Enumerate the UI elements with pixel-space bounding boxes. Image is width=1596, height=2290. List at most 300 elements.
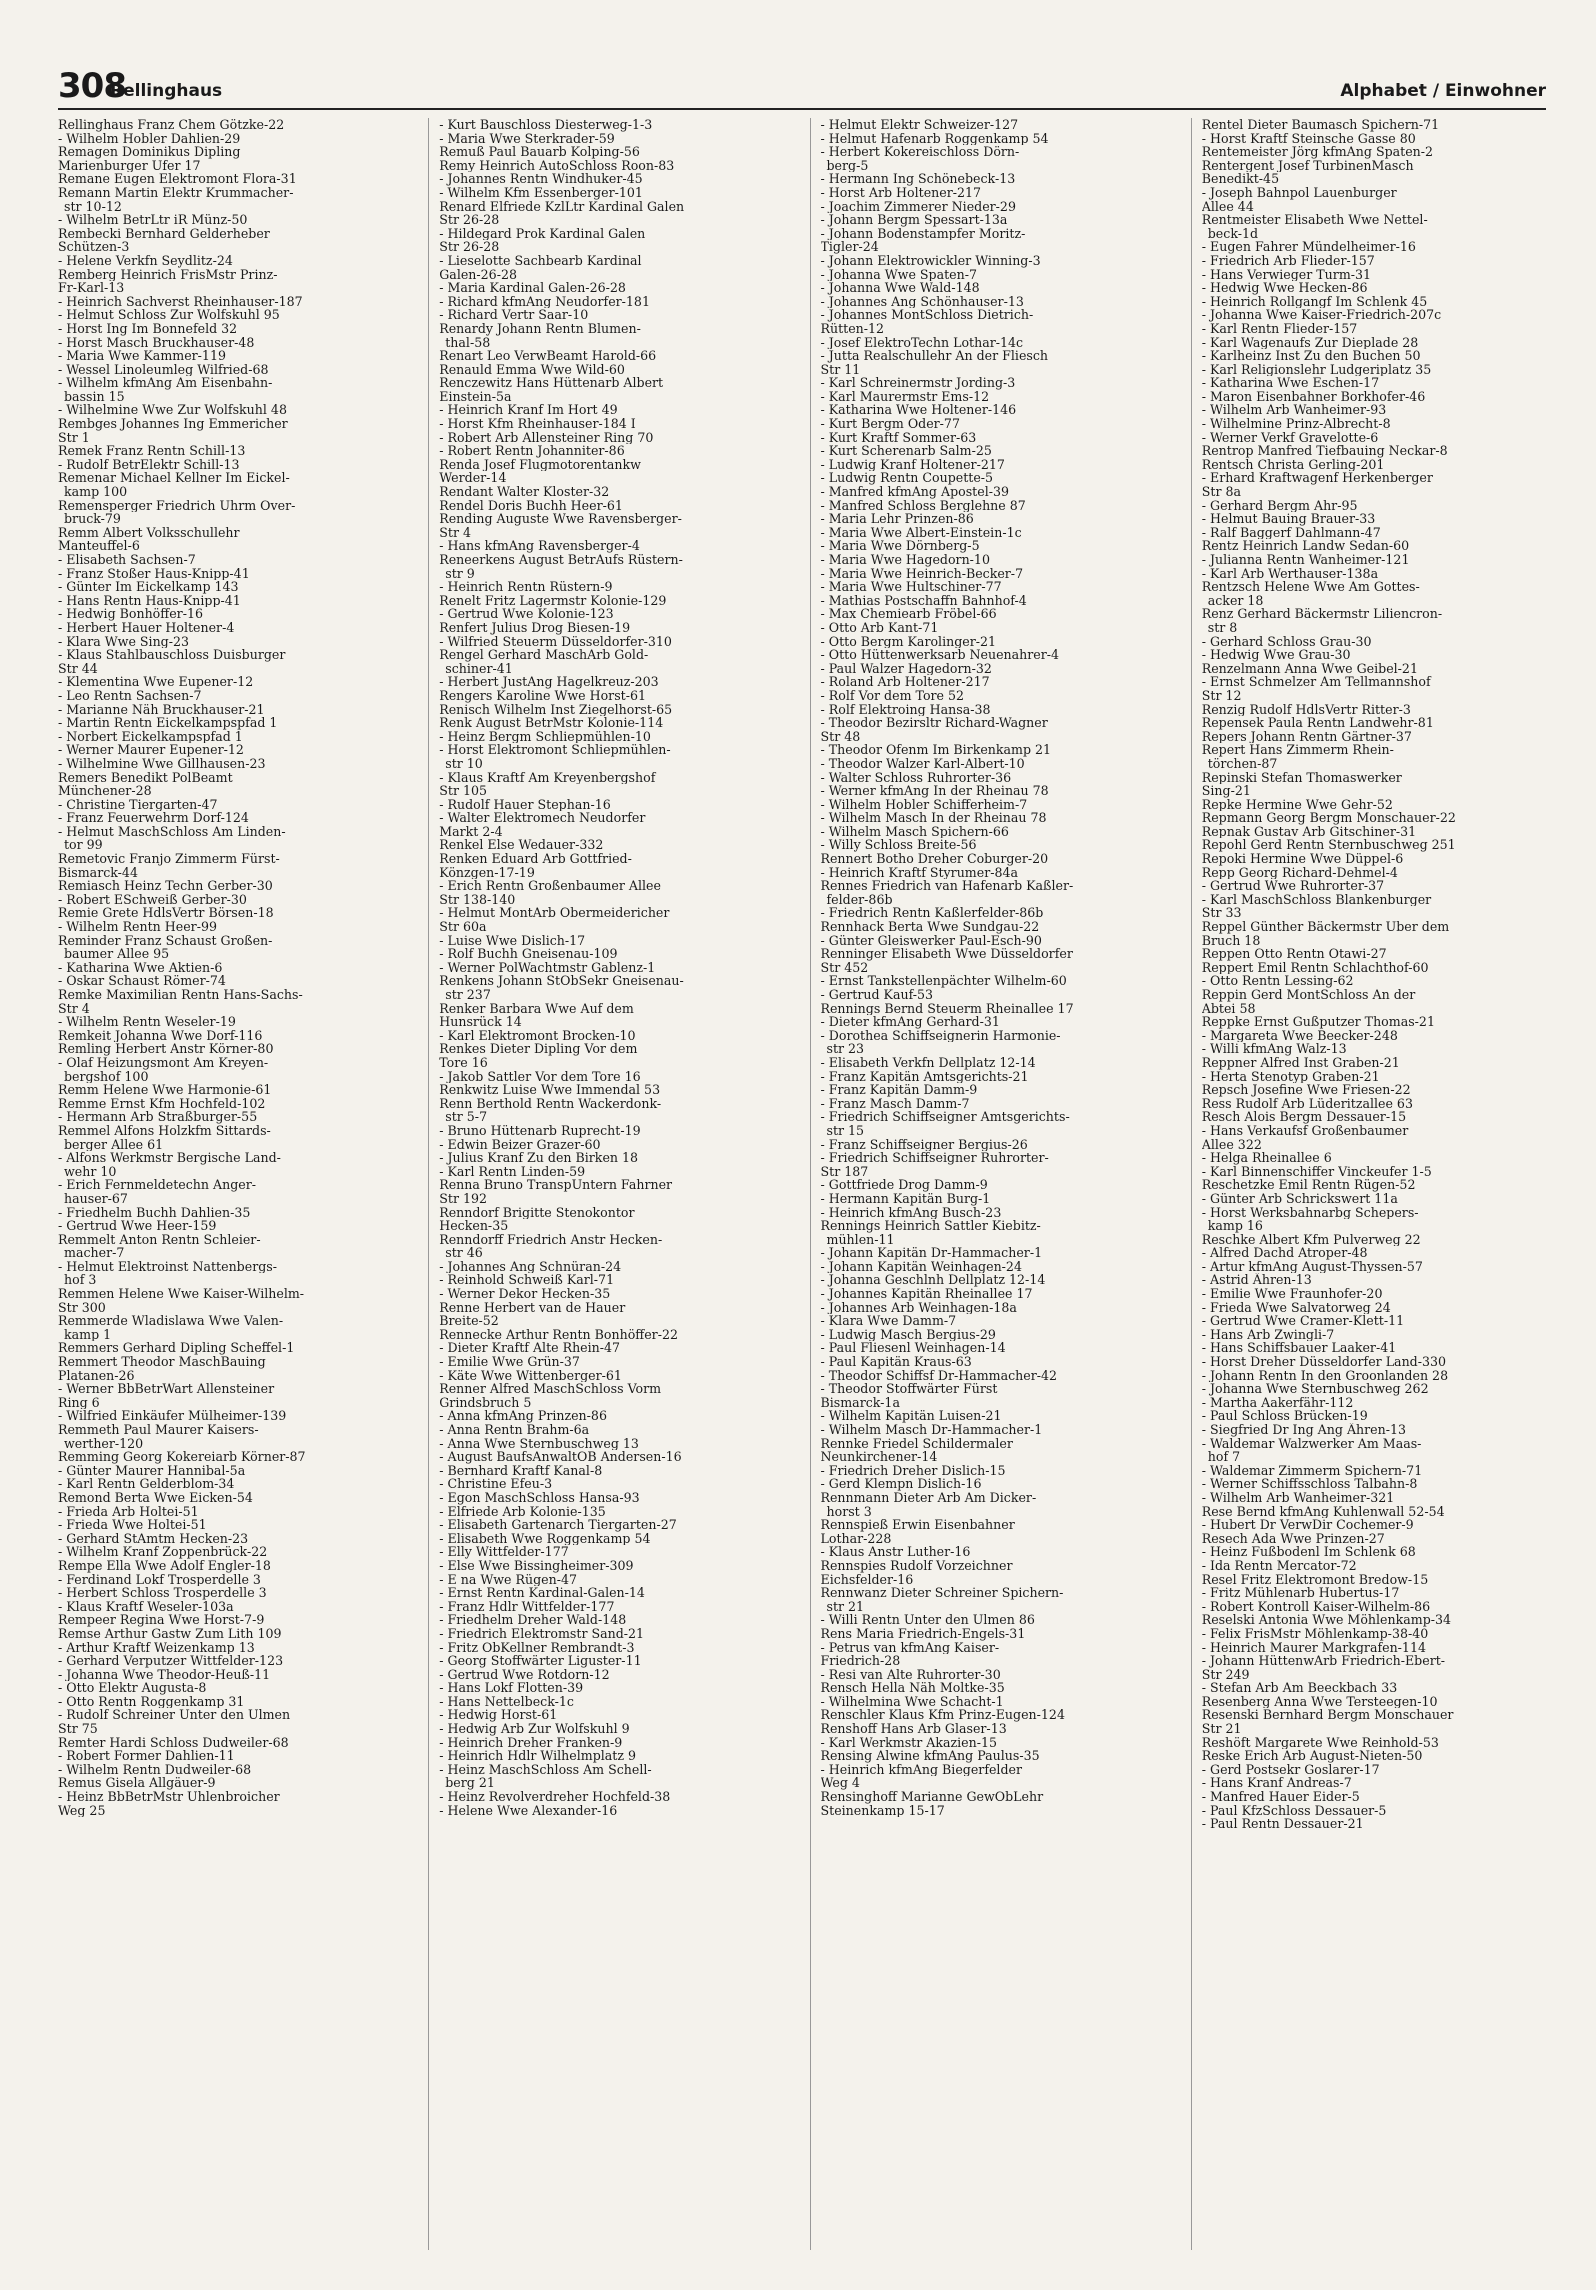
directory-entry: Resel Fritz Elektromont Bredow-15 xyxy=(1201,1572,1429,1587)
directory-entry: Münchener-28 xyxy=(58,784,152,798)
directory-column-4 xyxy=(1191,118,1558,2250)
directory-entry: - Richard Vertr Saar-10 xyxy=(439,308,589,322)
directory-entry: - Hedwig Wwe Hecken-86 xyxy=(1201,281,1368,295)
directory-entry: Breite-52 xyxy=(439,1314,499,1328)
directory-entry: Renndorff Friedrich Anstr Hecken- xyxy=(439,1232,663,1247)
directory-entry: berger Allee 61 xyxy=(64,1137,164,1152)
directory-entry: - Theodor Stoffwärter Fürst xyxy=(820,1382,998,1396)
directory-entry: Str 11 xyxy=(820,362,861,377)
directory-entry: - Johanna Wwe Sternbuschweg 262 xyxy=(1201,1382,1429,1396)
directory-entry: Rendel Doris Buchh Heer-61 xyxy=(439,498,623,513)
directory-entry: - Hans Schiffsbauer Laaker-41 xyxy=(1201,1341,1397,1356)
directory-entry: Renard Elfriede KzlLtr Kardinal Galen xyxy=(439,199,685,214)
directory-entry: Renzig Rudolf HdlsVertr Ritter-3 xyxy=(1201,702,1411,717)
directory-entry: Repmann Georg Bergm Monschauer-22 xyxy=(1201,811,1456,825)
directory-entry: Rennings Bernd Steuerm Rheinallee 17 xyxy=(820,1001,1074,1016)
directory-entry: Reppert Emil Rentn Schlachthof-60 xyxy=(1201,960,1429,975)
directory-entry: - Wilhelmine Prinz-Albrecht-8 xyxy=(1201,417,1391,431)
directory-entry: - Wilfried Steuerm Düsseldorfer-310 xyxy=(439,634,672,649)
directory-entry: Bismarck-44 xyxy=(58,865,138,880)
directory-entry: thal-58 xyxy=(445,335,491,350)
directory-entry: - Helene Verkfn Seydlitz-24 xyxy=(58,253,233,268)
directory-entry: - Otto Bergm Karolinger-21 xyxy=(820,634,997,649)
directory-entry: - Martha Aakerfähr-112 xyxy=(1201,1395,1354,1410)
directory-entry: Str 60a xyxy=(439,920,487,934)
directory-entry: Reneerkens August BetrAufs Rüstern- xyxy=(439,553,683,567)
directory-entry: - Gertrud Wwe Rotdorn-12 xyxy=(439,1667,610,1682)
directory-entry: - Klaus Stahlbauschloss Duisburger xyxy=(58,648,286,662)
directory-entry: - Manfred kfmAng Apostel-39 xyxy=(820,485,1010,499)
directory-entry: - Olaf Heizungsmont Am Kreyen- xyxy=(58,1055,269,1070)
directory-entry: Rentmeister Elisabeth Wwe Nettel- xyxy=(1201,213,1428,227)
directory-entry: Reppner Alfred Inst Graben-21 xyxy=(1201,1055,1400,1070)
directory-entry: - Rolf Vor dem Tore 52 xyxy=(820,688,965,703)
directory-entry: - Elfriede Arb Kolonie-135 xyxy=(439,1504,606,1519)
directory-entry: - Margareta Wwe Beecker-248 xyxy=(1201,1028,1398,1043)
directory-entry: - Friedrich Arb Flieder-157 xyxy=(1201,253,1375,268)
directory-entry: - Wilhelmine Wwe Zur Wolfskuhl 48 xyxy=(58,403,287,418)
directory-entry: - Johann HüttenwArb Friedrich-Ebert- xyxy=(1201,1654,1446,1668)
directory-entry: - Robert Kontroll Kaiser-Wilhelm-86 xyxy=(1201,1599,1431,1614)
directory-entry: - Dieter Kraftf Alte Rhein-47 xyxy=(439,1341,621,1356)
directory-entry: - Johanna Wwe Spaten-7 xyxy=(820,267,978,282)
directory-entry: Neunkirchener-14 xyxy=(820,1450,938,1464)
directory-entry: - Heinrich Kranf Im Hort 49 xyxy=(439,403,618,418)
directory-entry: Bruch 18 xyxy=(1201,933,1261,948)
directory-entry: - Johann Elektrowickler Winning-3 xyxy=(820,253,1041,268)
directory-entry: - Friedrich Schiffseigner Ruhrorter- xyxy=(820,1151,1049,1165)
directory-entry: - Friedhelm Dreher Wald-148 xyxy=(439,1613,627,1627)
directory-entry: - Hedwig Bonhöffer-16 xyxy=(58,607,203,621)
directory-entry: Renart Leo VerwBeamt Harold-66 xyxy=(439,349,657,363)
directory-entry: - Helmut Hafenarb Roggenkamp 54 xyxy=(820,131,1049,146)
directory-entry: - Fritz Mühlenarb Hubertus-17 xyxy=(1201,1586,1400,1600)
directory-entry: - Johannes Ang Schönhauser-13 xyxy=(820,294,1024,309)
page-section-title: Rellinghaus xyxy=(110,81,223,101)
directory-entry: Rennecke Arthur Rentn Bonhöffer-22 xyxy=(439,1327,678,1342)
directory-entry: - Paul Walzer Hagedorn-32 xyxy=(820,661,992,676)
directory-entry: - Erich Rentn Großenbaumer Allee xyxy=(439,879,661,893)
directory-entry: - Ferdinand Lokf Trosperdelle 3 xyxy=(58,1572,261,1587)
directory-entry: Renk August BetrMstr Kolonie-114 xyxy=(439,716,664,730)
directory-entry: kamp 16 xyxy=(1207,1219,1263,1233)
directory-entry: - Gerhard Bergm Ahr-95 xyxy=(1201,498,1358,513)
directory-entry: - Maron Eisenbahner Borkhofer-46 xyxy=(1201,389,1426,404)
directory-entry: - Ralf Baggerf Dahlmann-47 xyxy=(1201,525,1381,540)
directory-entry: - Robert Arb Allensteiner Ring 70 xyxy=(439,430,654,445)
directory-entry: - Johann Rentn In den Groonlanden 28 xyxy=(1201,1368,1449,1383)
directory-entry: Rennes Friedrich van Hafenarb Kaßler- xyxy=(820,879,1074,893)
directory-entry: - Rolf Buchh Gneisenau-109 xyxy=(439,947,618,961)
directory-entry: - Karl Schreinermstr Jording-3 xyxy=(820,376,1016,390)
directory-entry: - Jutta Realschullehr An der Fliesch xyxy=(820,349,1049,363)
directory-entry: - Wilhelm Arb Wanheimer-321 xyxy=(1201,1490,1395,1505)
directory-entry: - Ernst Rentn Kardinal-Galen-14 xyxy=(439,1586,645,1600)
directory-entry: - Wilhelm Rentn Weseler-19 xyxy=(58,1015,236,1029)
directory-entry: - Klaus Kraftf Am Kreyenbergshof xyxy=(439,770,656,785)
directory-entry: - Ida Rentn Mercator-72 xyxy=(1201,1558,1357,1573)
directory-entry: Rembges Johannes Ing Emmericher xyxy=(58,417,288,431)
directory-entry: Str 12 xyxy=(1201,688,1242,703)
directory-entry: Str 33 xyxy=(1201,906,1242,921)
directory-entry: - Martin Rentn Eickelkampspfad 1 xyxy=(58,716,278,730)
directory-entry: Reppin Gerd MontSchloss An der xyxy=(1201,988,1416,1002)
directory-entry: Renschler Klaus Kfm Prinz-Eugen-124 xyxy=(820,1708,1065,1723)
directory-entry: Repke Hermine Wwe Gehr-52 xyxy=(1201,797,1393,812)
directory-entry: Str 44 xyxy=(58,661,98,676)
directory-entry: - Helmut Elektroinst Nattenbergs- xyxy=(58,1259,278,1274)
directory-entry: - Paul Fliesenl Weinhagen-14 xyxy=(820,1341,1006,1356)
directory-entry: - Helmut Bauing Brauer-33 xyxy=(1201,512,1376,526)
directory-entry: Lothar-228 xyxy=(820,1531,892,1546)
directory-entry: - Lieselotte Sachbearb Kardinal xyxy=(439,253,642,268)
directory-entry: - Karl Maurermstr Ems-12 xyxy=(820,389,990,404)
directory-entry: Rengers Karoline Wwe Horst-61 xyxy=(439,688,647,703)
directory-entry: - Johanna Wwe Wald-148 xyxy=(820,281,980,295)
directory-entry: - Joachim Zimmerer Nieder-29 xyxy=(820,199,1016,214)
directory-entry: - Franz Feuerwehrm Dorf-124 xyxy=(58,811,249,825)
directory-entry: Remmerde Wladislawa Wwe Valen- xyxy=(58,1314,284,1328)
directory-entry: Remke Maximilian Rentn Hans-Sachs- xyxy=(58,988,303,1002)
directory-entry: - Klementina Wwe Eupener-12 xyxy=(58,675,254,689)
directory-entry: - Horst Arb Holtener-217 xyxy=(820,185,982,200)
directory-entry: Rennwanz Dieter Schreiner Spichern- xyxy=(820,1586,1064,1600)
directory-entry: - Kurt Kraftf Sommer-63 xyxy=(820,430,977,445)
directory-entry: - Franz Masch Damm-7 xyxy=(820,1096,970,1111)
directory-entry: Remmert Theodor MaschBauing xyxy=(58,1355,266,1369)
directory-column-3 xyxy=(810,118,1177,2250)
directory-entry: Rentzsch Helene Wwe Am Gottes- xyxy=(1201,580,1420,594)
directory-entry: - Karl MaschSchloss Blankenburger xyxy=(1201,892,1432,907)
directory-entry: Remus Gisela Allgäuer-9 xyxy=(58,1776,216,1791)
directory-entry: Remberg Heinrich FrisMstr Prinz- xyxy=(58,267,278,282)
directory-entry: Repert Hans Zimmerm Rhein- xyxy=(1201,743,1394,757)
directory-entry: baumer Allee 95 xyxy=(64,947,170,961)
directory-entry: Remmel Alfons Holzkfm Sittards- xyxy=(58,1123,271,1138)
directory-entry: - Willi Rentn Unter den Ulmen 86 xyxy=(820,1613,1035,1627)
directory-entry: Rensch Hella Näh Moltke-35 xyxy=(820,1681,1005,1695)
directory-entry: - Walter Elektromech Neudorfer xyxy=(439,811,646,825)
directory-entry: Repoki Hermine Wwe Düppel-6 xyxy=(1201,852,1404,866)
directory-entry: Rentrop Manfred Tiefbauing Neckar-8 xyxy=(1201,444,1448,458)
directory-entry: Reminder Franz Schaust Großen- xyxy=(58,933,273,948)
directory-entry: Str 48 xyxy=(820,729,861,744)
directory-entry: Remmen Helene Wwe Kaiser-Wilhelm- xyxy=(58,1287,305,1301)
directory-entry: Tore 16 xyxy=(439,1055,488,1070)
directory-entry: Remane Eugen Elektromont Flora-31 xyxy=(58,172,297,186)
directory-entry: kamp 1 xyxy=(64,1327,112,1342)
directory-entry: Renker Barbara Wwe Auf dem xyxy=(439,1001,634,1016)
directory-entry: - Johannes MontSchloss Dietrich- xyxy=(820,308,1034,322)
directory-entry: Hecken-35 xyxy=(439,1219,509,1233)
directory-entry: - Helmut Elektr Schweizer-127 xyxy=(820,118,1019,132)
directory-entry: - Erich Fernmeldetechn Anger- xyxy=(58,1178,257,1192)
directory-entry: Remming Georg Kokereiarb Körner-87 xyxy=(58,1450,306,1464)
directory-entry: - Gerd Postsekr Goslarer-17 xyxy=(1201,1762,1380,1777)
directory-entry: Repnak Gustav Arb Gitschiner-31 xyxy=(1201,824,1417,839)
directory-entry: Reske Erich Arb August-Nieten-50 xyxy=(1201,1749,1423,1763)
directory-entry: - Alfons Werkmstr Bergische Land- xyxy=(58,1151,281,1165)
directory-entry: Remann Martin Elektr Krummacher- xyxy=(58,185,294,200)
directory-entry: - Julianna Rentn Wanheimer-121 xyxy=(1201,553,1410,567)
directory-entry: - Hermann Kapitän Burg-1 xyxy=(820,1191,991,1206)
directory-entry: - Hermann Arb Straßburger-55 xyxy=(58,1110,258,1124)
directory-entry: - Horst Kraftf Steinsche Gasse 80 xyxy=(1201,131,1416,146)
directory-entry: - Dorothea Schiffseignerin Harmonie- xyxy=(820,1028,1061,1043)
directory-entry: Rensing Alwine kfmAng Paulus-35 xyxy=(820,1749,1040,1763)
directory-entry: - Heinz Fußbodenl Im Schlenk 68 xyxy=(1201,1545,1416,1559)
directory-entry: - Heinrich Sachverst Rheinhauser-187 xyxy=(58,294,303,309)
directory-entry: Rütten-12 xyxy=(820,321,885,336)
directory-entry: - Mathias Postschaffn Bahnhof-4 xyxy=(820,593,1027,608)
directory-entry: - Friedrich Elektromstr Sand-21 xyxy=(439,1626,645,1641)
directory-entry: - Robert Rentn Johanniter-86 xyxy=(439,444,625,458)
directory-entry: - Hedwig Arb Zur Wolfskuhl 9 xyxy=(439,1722,630,1736)
directory-entry: - Karl Binnenschiffer Vinckeufer 1-5 xyxy=(1201,1164,1432,1179)
directory-entry: - Edwin Beizer Grazer-60 xyxy=(439,1137,601,1152)
directory-entry: Rennhack Berta Wwe Sundgau-22 xyxy=(820,920,1040,934)
directory-entry: - Johanna Geschlnh Dellplatz 12-14 xyxy=(820,1273,1046,1288)
directory-entry: - Marianne Näh Bruckhauser-21 xyxy=(58,702,265,717)
directory-entry: - Karl Wagenaufs Zur Dieplade 28 xyxy=(1201,335,1419,350)
directory-entry: - Elisabeth Gartenarch Tiergarten-27 xyxy=(439,1518,677,1532)
directory-entry: - Rudolf BetrElektr Schill-13 xyxy=(58,457,240,472)
directory-entry: Remenar Michael Kellner Im Eickel- xyxy=(58,471,290,486)
directory-entry: Platanen-26 xyxy=(58,1368,135,1383)
directory-entry: - Rudolf Hauer Stephan-16 xyxy=(439,797,611,812)
directory-entry: Renkens Johann StObSekr Gneisenau- xyxy=(439,974,684,988)
directory-entry: Remers Benedikt PolBeamt xyxy=(58,770,233,785)
directory-entry: - Wilhelm Rentn Dudweiler-68 xyxy=(58,1762,252,1777)
directory-entry: Eichsfelder-16 xyxy=(820,1572,914,1587)
directory-entry: - Felix FrisMstr Möhlenkamp-38-40 xyxy=(1201,1626,1429,1641)
directory-entry: - Christine Tiergarten-47 xyxy=(58,797,218,812)
directory-entry: Reschke Albert Kfm Pulverweg 22 xyxy=(1201,1232,1421,1247)
directory-entry: - Jakob Sattler Vor dem Tore 16 xyxy=(439,1069,641,1084)
directory-entry: - Johannes Arb Weinhagen-18a xyxy=(820,1300,1017,1315)
directory-entry: - Anna Rentn Brahm-6a xyxy=(439,1423,590,1437)
directory-entry: Renelt Fritz Lagermstr Kolonie-129 xyxy=(439,593,667,608)
directory-entry: Renz Gerhard Bäckermstr Liliencron- xyxy=(1201,607,1443,621)
directory-entry: Str 26-28 xyxy=(439,240,500,254)
directory-entry: Resch Alois Bergm Dessauer-15 xyxy=(1201,1110,1407,1124)
directory-entry: Reschetzke Emil Rentn Rügen-52 xyxy=(1201,1178,1416,1192)
directory-entry: Reshöft Margarete Wwe Reinhold-53 xyxy=(1201,1735,1439,1750)
directory-entry: - Karl Religionslehr Ludgeriplatz 35 xyxy=(1201,362,1432,377)
directory-entry: Rempe Ella Wwe Adolf Engler-18 xyxy=(58,1558,271,1573)
directory-entry: Einstein-5a xyxy=(439,389,512,404)
directory-entry: Remter Hardi Schloss Dudweiler-68 xyxy=(58,1735,289,1750)
directory-entry: - Otto Rentn Roggenkamp 31 xyxy=(58,1694,245,1709)
directory-entry: - Klara Wwe Damm-7 xyxy=(820,1314,957,1328)
directory-entry: Renne Herbert van de Hauer xyxy=(439,1300,626,1315)
directory-entry: - Wilhelm Hobler Schifferheim-7 xyxy=(820,797,1028,812)
directory-entry: - Otto Elektr Augusta-8 xyxy=(58,1681,207,1695)
directory-entry: - Wilhelm Kfm Essenberger-101 xyxy=(439,185,643,200)
directory-entry: - Gerd Klempn Dislich-16 xyxy=(820,1477,982,1491)
directory-entry: - Wilhelm Arb Wanheimer-93 xyxy=(1201,403,1387,418)
directory-entry: - Hedwig Horst-61 xyxy=(439,1708,558,1723)
directory-entry: str 10 xyxy=(445,756,483,771)
directory-entry: Rembecki Bernhard Gelderheber xyxy=(58,226,270,241)
directory-entry: - Horst Kfm Rheinhauser-184 I xyxy=(439,417,636,431)
directory-entry: - Heinrich Kraftf Styrumer-84a xyxy=(820,865,1019,880)
directory-entry: Repensek Paula Rentn Landwehr-81 xyxy=(1201,716,1434,730)
directory-entry: - Frieda Wwe Holtei-51 xyxy=(58,1518,207,1532)
directory-entry: - Hans Verwieger Turm-31 xyxy=(1201,267,1372,282)
directory-entry: - Joseph Bahnpol Lauenburger xyxy=(1201,185,1397,200)
directory-entry: - Erhard Kraftwagenf Herkenberger xyxy=(1201,471,1433,486)
directory-entry: Manteuffel-6 xyxy=(58,539,140,553)
directory-entry: - Maria Wwe Dörnberg-5 xyxy=(820,539,980,553)
directory-entry: - August BaufsAnwaltOB Andersen-16 xyxy=(439,1450,682,1464)
directory-entry: Repers Johann Rentn Gärtner-37 xyxy=(1201,729,1412,744)
directory-entry: - Hildegard Prok Kardinal Galen xyxy=(439,226,646,241)
directory-entry: - Gertrud Kauf-53 xyxy=(820,988,934,1002)
directory-entry: Remling Herbert Anstr Körner-80 xyxy=(58,1042,274,1056)
directory-entry: - Gertrud Wwe Cramer-Klett-11 xyxy=(1201,1314,1405,1328)
directory-entry: - Rudolf Schreiner Unter den Ulmen xyxy=(58,1708,291,1723)
directory-entry: Benedikt-45 xyxy=(1201,172,1280,186)
directory-entry: Repp Georg Richard-Dehmel-4 xyxy=(1201,865,1398,880)
directory-entry: wehr 10 xyxy=(64,1164,117,1179)
directory-entry: Renfert Julius Drog Biesen-19 xyxy=(439,620,631,635)
directory-entry: - Ludwig Masch Bergius-29 xyxy=(820,1327,996,1342)
directory-entry: - Dieter kfmAng Gerhard-31 xyxy=(820,1015,1000,1029)
directory-entry: Rentz Heinrich Landw Sedan-60 xyxy=(1201,539,1410,553)
directory-entry: - Franz Stoßer Haus-Knipp-41 xyxy=(58,566,250,581)
directory-entry: bruck-79 xyxy=(64,512,121,526)
directory-entry: - Kurt Scherenarb Salm-25 xyxy=(820,444,992,458)
directory-entry: Reppke Ernst Gußputzer Thomas-21 xyxy=(1201,1015,1435,1029)
page-number: 308 xyxy=(58,66,126,106)
directory-entry: - Katharina Wwe Holtener-146 xyxy=(820,403,1017,418)
directory-entry: Remmeth Paul Maurer Kaisers- xyxy=(58,1423,259,1437)
directory-entry: - Werner PolWachtmstr Gablenz-1 xyxy=(439,960,656,975)
directory-entry: - Klara Wwe Sing-23 xyxy=(58,634,190,649)
directory-entry: Str 192 xyxy=(439,1191,487,1206)
directory-entry: törchen-87 xyxy=(1207,756,1278,771)
directory-entry: Remme Ernst Kfm Hochfeld-102 xyxy=(58,1096,266,1111)
directory-entry: berg-5 xyxy=(826,158,869,173)
directory-entry: - Werner Schiffsschloss Talbahn-8 xyxy=(1201,1477,1418,1491)
directory-entry: Bismarck-1a xyxy=(820,1395,900,1410)
directory-entry: - Fritz ObKellner Rembrandt-3 xyxy=(439,1640,635,1655)
directory-entry: Renkel Else Wedauer-332 xyxy=(439,838,604,853)
directory-entry: Remmelt Anton Rentn Schleier- xyxy=(58,1232,261,1247)
directory-entry: Galen-26-28 xyxy=(439,267,517,282)
directory-entry: Könzgen-17-19 xyxy=(439,865,535,880)
directory-entry: - Katharina Wwe Eschen-17 xyxy=(1201,376,1380,390)
directory-entry: - Emilie Wwe Fraunhofer-20 xyxy=(1201,1287,1383,1301)
directory-entry: - Heinrich Maurer Markgrafen-114 xyxy=(1201,1640,1426,1655)
directory-entry: - Heinrich Rentn Rüstern-9 xyxy=(439,580,613,594)
directory-entry: - Heinz Bergm Schliepmühlen-10 xyxy=(439,729,651,744)
directory-entry: Str 138-140 xyxy=(439,892,516,907)
directory-entry: - Helmut MontArb Obermeidericher xyxy=(439,906,670,921)
directory-entry: Renna Bruno TranspUntern Fahrner xyxy=(439,1178,673,1192)
directory-entry: - Wilhelm Masch Dr-Hammacher-1 xyxy=(820,1423,1043,1437)
directory-entry: kamp 100 xyxy=(64,485,128,499)
directory-entry: Remetovic Franjo Zimmerm Fürst- xyxy=(58,852,280,866)
directory-entry: - Manfred Schloss Berglehne 87 xyxy=(820,498,1026,513)
directory-entry: Resenski Bernhard Bergm Monschauer xyxy=(1201,1708,1454,1723)
directory-entry: - Richard kfmAng Neudorfer-181 xyxy=(439,294,650,309)
directory-entry: Rennmann Dieter Arb Am Dicker- xyxy=(820,1490,1037,1505)
directory-entry: - Bernhard Kraftf Kanal-8 xyxy=(439,1463,603,1478)
directory-entry: - Johann Bodenstampfer Moritz- xyxy=(820,226,1026,241)
directory-entry: - Johanna Wwe Theodor-Heuß-11 xyxy=(58,1667,271,1682)
directory-entry: - Else Wwe Bissingheimer-309 xyxy=(439,1558,634,1573)
directory-entry: - Günter Im Eickelkamp 143 xyxy=(58,580,239,594)
directory-entry: Allee 322 xyxy=(1201,1137,1262,1152)
directory-entry: - Maria Wwe Albert-Einstein-1c xyxy=(820,525,1022,540)
directory-entry: - Karlheinz Inst Zu den Buchen 50 xyxy=(1201,349,1421,363)
directory-entry: - Franz Kapitän Damm-9 xyxy=(820,1083,978,1097)
directory-entry: - Wilhelm kfmAng Am Eisenbahn- xyxy=(58,376,273,390)
directory-entry: - Gerhard StAmtm Hecken-23 xyxy=(58,1531,249,1546)
directory-entry: Rese Bernd kfmAng Kuhlenwall 52-54 xyxy=(1201,1504,1445,1519)
directory-entry: - Hans kfmAng Ravensberger-4 xyxy=(439,539,640,553)
directory-entry: - Maria Lehr Prinzen-86 xyxy=(820,512,974,526)
directory-entry: - Emilie Wwe Grün-37 xyxy=(439,1355,580,1369)
directory-entry: - Werner Verkf Gravelotte-6 xyxy=(1201,430,1379,445)
directory-entry: - Werner Dekor Hecken-35 xyxy=(439,1287,611,1301)
directory-entry: - Paul KfzSchloss Dessauer-5 xyxy=(1201,1803,1387,1818)
directory-entry: - Günter Arb Schrickswert 11a xyxy=(1201,1191,1398,1206)
directory-entry: Str 249 xyxy=(1201,1667,1250,1682)
directory-entry: - Theodor Walzer Karl-Albert-10 xyxy=(820,756,1025,771)
directory-entry: Remmers Gerhard Dipling Scheffel-1 xyxy=(58,1341,295,1356)
directory-entry: - Heinz Revolverdreher Hochfeld-38 xyxy=(439,1790,671,1804)
directory-entry: - Paul Rentn Dessauer-21 xyxy=(1201,1817,1364,1831)
directory-entry: Renkwitz Luise Wwe Immendal 53 xyxy=(439,1083,661,1097)
directory-entry: - Paul Schloss Brücken-19 xyxy=(1201,1409,1368,1423)
directory-entry: tor 99 xyxy=(64,838,103,853)
directory-entry: - Klaus Kraftf Weseler-103a xyxy=(58,1599,234,1614)
directory-entry: Rengel Gerhard MaschArb Gold- xyxy=(439,648,649,662)
directory-entry: - Kurt Bauschloss Diesterweg-1-3 xyxy=(439,118,653,132)
directory-entry: Str 187 xyxy=(820,1164,869,1179)
directory-entry: - Gottfriede Drog Damm-9 xyxy=(820,1178,988,1192)
directory-entry: Str 4 xyxy=(439,525,471,540)
directory-entry: Renardy Johann Rentn Blumen- xyxy=(439,321,641,336)
directory-entry: - Ernst Schmelzer Am Tellmannshof xyxy=(1201,675,1431,689)
directory-entry: - Anna Wwe Sternbuschweg 13 xyxy=(439,1436,639,1451)
directory-entry: - Willy Schloss Breite-56 xyxy=(820,838,977,853)
directory-entry: - Günter Maurer Hannibal-5a xyxy=(58,1463,246,1478)
directory-entry: - Oskar Schaust Römer-74 xyxy=(58,974,226,988)
directory-entry: - Horst Elektromont Schliepmühlen- xyxy=(439,743,671,757)
directory-entry: str 15 xyxy=(826,1123,865,1138)
directory-entry: - Johann Kapitän Weinhagen-24 xyxy=(820,1259,1022,1274)
directory-entry: str 23 xyxy=(826,1042,865,1056)
directory-entry: - Wilhelm BetrLtr iR Münz-50 xyxy=(58,213,248,227)
directory-entry: - Maria Wwe Sterkrader-59 xyxy=(439,131,615,146)
directory-entry: - Horst Dreher Düsseldorfer Land-330 xyxy=(1201,1355,1447,1369)
directory-entry: Weg 25 xyxy=(58,1803,106,1818)
directory-entry: - Stefan Arb Am Beeckbach 33 xyxy=(1201,1681,1398,1695)
directory-entry: - Heinrich kfmAng Busch-23 xyxy=(820,1205,1002,1220)
directory-entry: Resenberg Anna Wwe Tersteegen-10 xyxy=(1201,1694,1438,1709)
directory-entry: - Horst Werksbahnarbg Schepers- xyxy=(1201,1205,1419,1220)
directory-entry: - Hubert Dr VerwDir Cochemer-9 xyxy=(1201,1518,1414,1532)
directory-entry: Rens Maria Friedrich-Engels-31 xyxy=(820,1626,1026,1641)
directory-entry: - Eugen Fahrer Mündelheimer-16 xyxy=(1201,240,1416,254)
directory-entry: - Wilfried Einkäufer Mülheimer-139 xyxy=(58,1409,287,1423)
directory-column-2 xyxy=(428,118,795,2250)
directory-entry: - E na Wwe Rügen-47 xyxy=(439,1572,578,1587)
